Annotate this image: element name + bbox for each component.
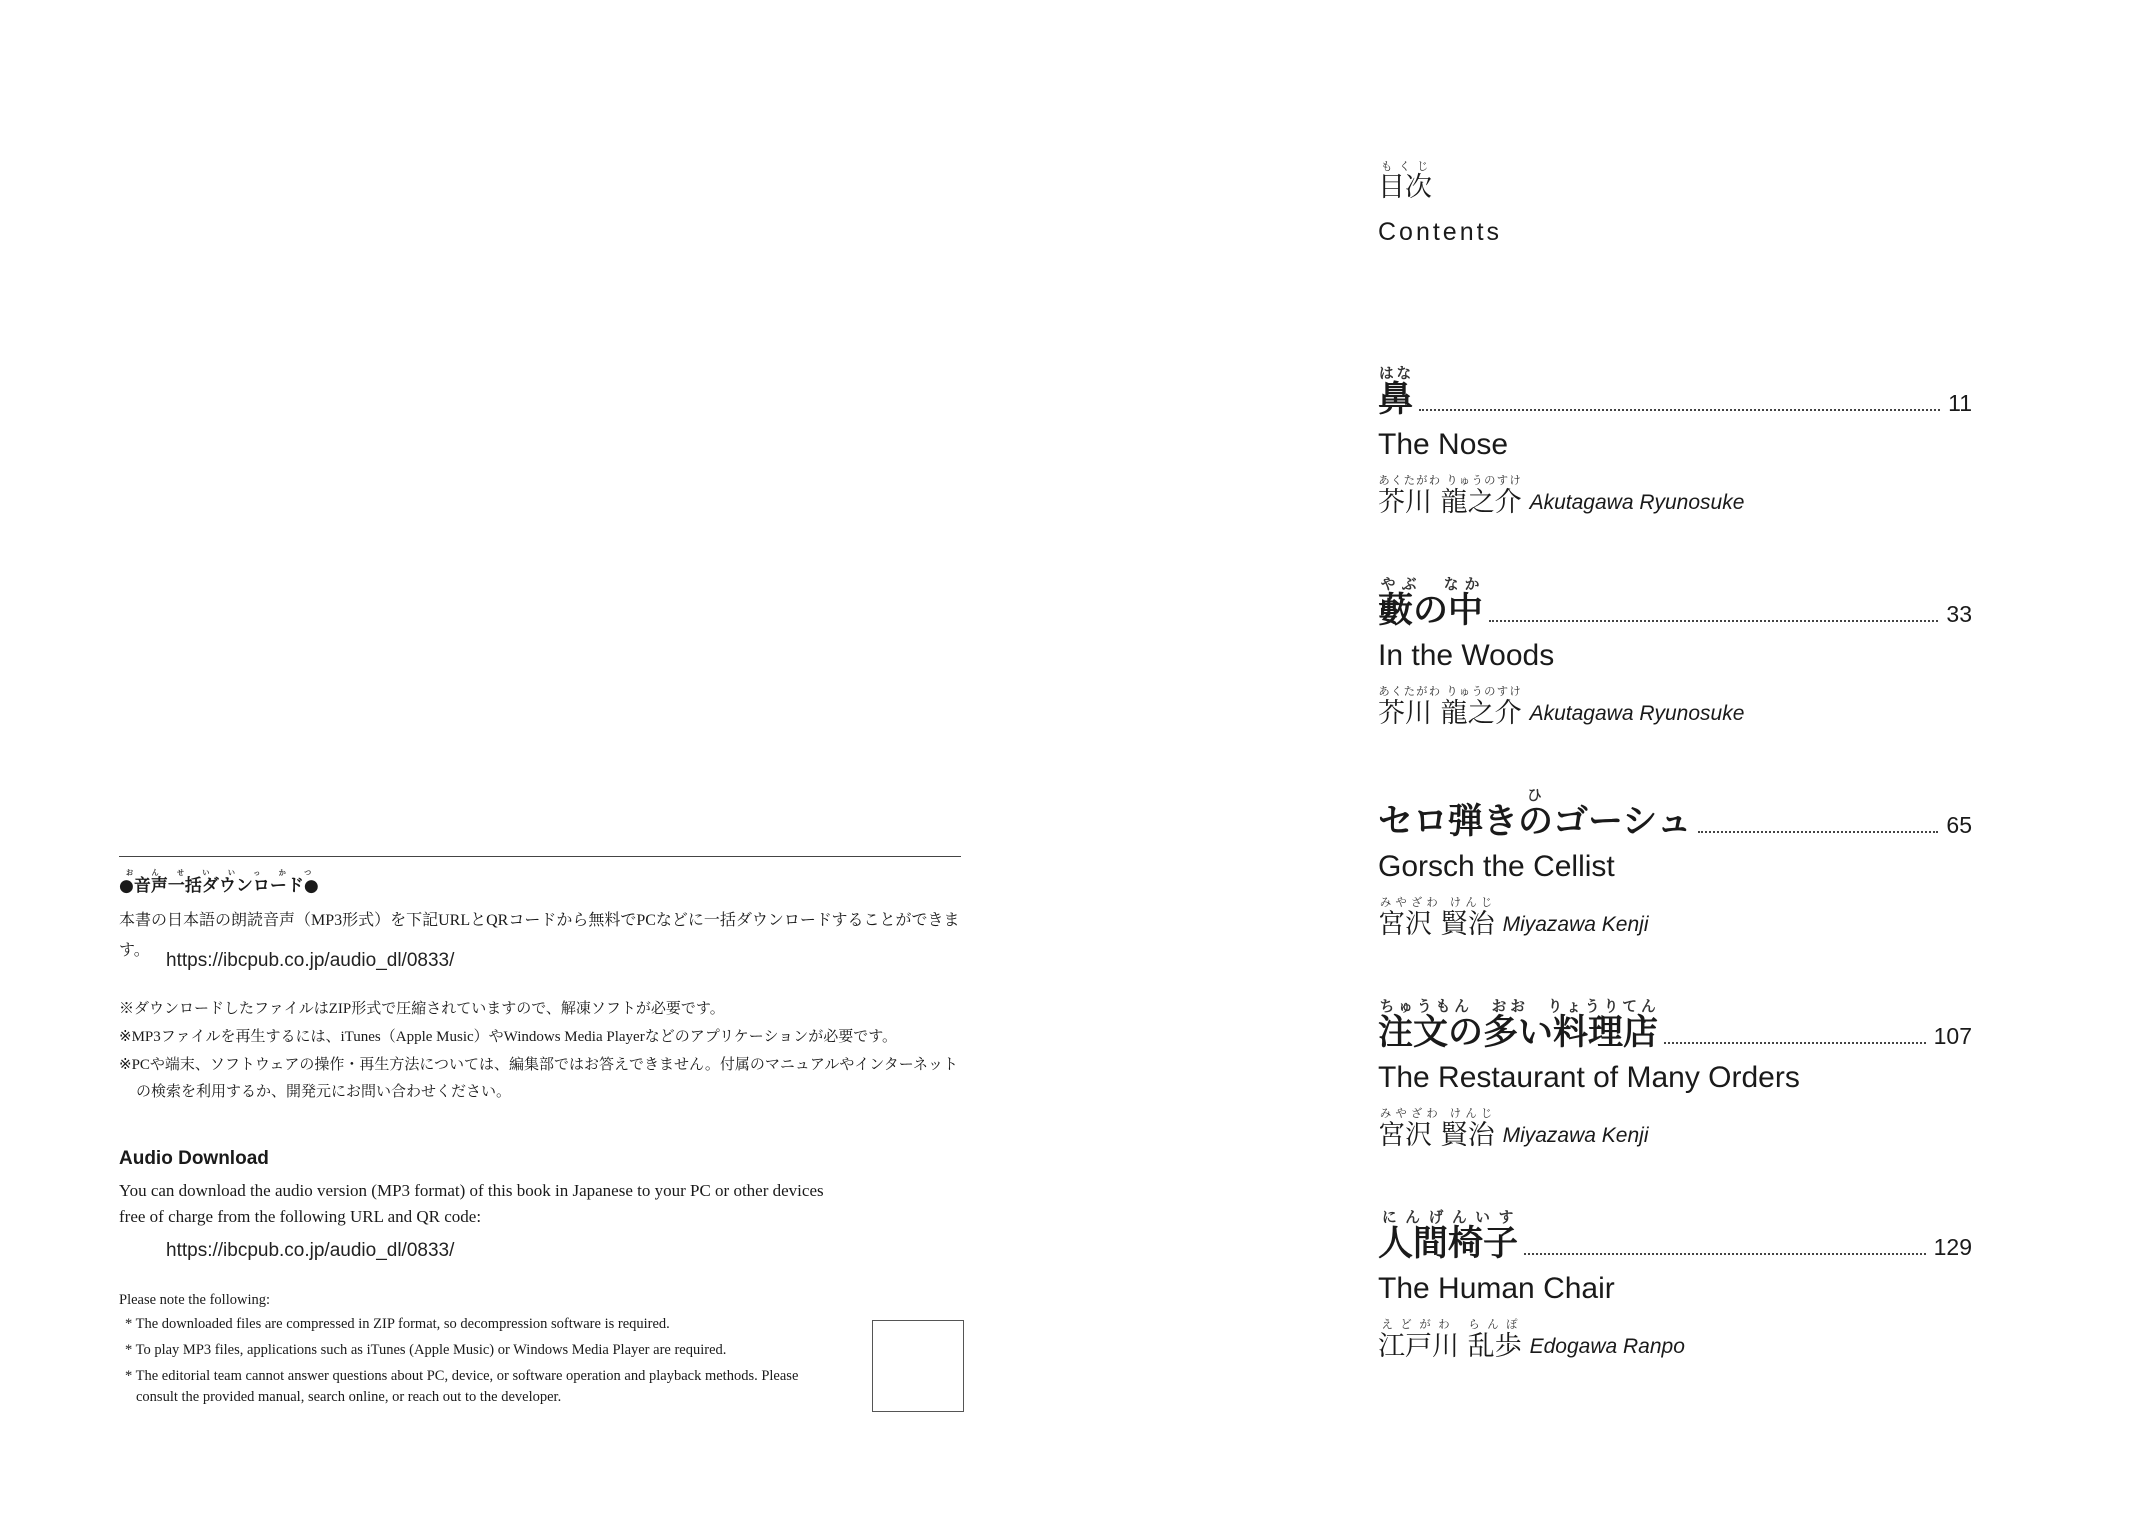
jp-note: ※MP3ファイルを再生するには、iTunes（Apple Music）やWindows Media Playerなどのアプリケーションが必要です。 (119, 1028, 897, 1045)
toc-entry-page: 129 (1933, 1234, 1972, 1260)
dot-leader (1524, 1252, 1926, 1255)
toc-entry-author: 江戸川 乱歩えどがわ らんぽ Edogawa Ranpo (1378, 1317, 1685, 1362)
en-notes-label: Please note the following: (119, 1292, 271, 1308)
qr-code-placeholder[interactable] (872, 1320, 964, 1412)
toc-entry-page: 11 (1948, 390, 1972, 416)
toc-title-jp: 目次もくじ (1378, 159, 1432, 203)
toc-entry-page: 65 (1946, 812, 1972, 838)
audio-download-en-heading: Audio Download (119, 1148, 269, 1169)
jp-note: ※ダウンロードしたファイルはZIP形式で圧縮されていますので、解凍ソフトが必要です。 (119, 1001, 725, 1017)
toc-entry-en-title: The Nose (1378, 428, 1509, 461)
dot-leader (1664, 1041, 1926, 1044)
en-note: * The downloaded files are compressed in ZIP format, so decompression software is required. (125, 1316, 670, 1332)
audio-download-jp-heading: ●音声一括ダウンロード●おんせいいっかつ (119, 868, 319, 896)
dot-leader (1489, 619, 1938, 622)
toc-title-en: Contents (1378, 218, 1503, 246)
toc-entry[interactable] (1378, 573, 1972, 727)
toc-entry[interactable] (1378, 784, 1972, 938)
toc-entry-author: 芥川 龍之介あくたがわ りゅうのすけ Akutagawa Ryunosuke (1378, 684, 1745, 729)
toc-entry-author: 宮沢 賢治みやざわ けんじ Miyazawa Kenji (1378, 895, 1649, 940)
toc-entry-jp-title: 藪の中やぶ なか (1378, 576, 1484, 631)
download-url-jp[interactable]: https://ibcpub.co.jp/audio_dl/0833/ (166, 950, 455, 971)
dot-leader (1419, 408, 1940, 411)
toc-entry-en-title: Gorsch the Cellist (1378, 850, 1615, 883)
en-note: * The editorial team cannot answer questions about PC, device, or software operation and playback methods. Please consult the provided manual, search online, or reach out to the developer. (125, 1367, 799, 1406)
toc-entry-jp-title: 鼻はな (1378, 365, 1414, 420)
audio-notes-en (119, 1314, 839, 1413)
toc-entry[interactable] (1378, 1206, 1972, 1360)
jp-note: ※PCや端末、ソフトウェアの操作・再生方法については、編集部ではお答えできません。付属のマニュアルやインターネットの検索を利用するか、開発元にお問い合わせください。 (119, 1056, 958, 1101)
toc-entry-page: 33 (1946, 601, 1972, 627)
toc-entry-en-title: The Restaurant of Many Orders (1378, 1061, 1800, 1094)
download-url-en[interactable]: https://ibcpub.co.jp/audio_dl/0833/ (166, 1240, 455, 1261)
toc-entry-jp-title: 人間椅子にんげんいす (1378, 1209, 1519, 1264)
audio-download-en-intro: You can download the audio version (MP3 format) of this book in Japanese to your PC or other devices free of charge from the following URL and QR code: (119, 1181, 824, 1227)
toc-entry[interactable] (1378, 995, 1972, 1149)
dot-leader (1698, 830, 1939, 833)
toc-entry-author: 芥川 龍之介あくたがわ りゅうのすけ Akutagawa Ryunosuke (1378, 473, 1745, 518)
toc-entry-en-title: The Human Chair (1378, 1272, 1615, 1305)
divider-rule (119, 856, 961, 857)
audio-notes-jp (119, 996, 969, 1107)
toc-entry[interactable] (1378, 362, 1972, 516)
en-note: * To play MP3 files, applications such as iTunes (Apple Music) or Windows Media Player are required. (125, 1341, 727, 1358)
toc-entry-en-title: In the Woods (1378, 639, 1555, 672)
toc-entry-page: 107 (1933, 1023, 1972, 1049)
toc-entry-author: 宮沢 賢治みやざわ けんじ Miyazawa Kenji (1378, 1106, 1649, 1151)
toc-entry-jp-title: セロ弾きのゴーシュひ (1378, 787, 1692, 842)
toc-entry-jp-title: 注文の多い料理店ちゅうもん おお りょうりてん (1378, 998, 1659, 1053)
audio-download-jp-intro: 本書の日本語の朗読音声（MP3形式）を下記URLとQRコードから無料でPCなどに一括ダウンロードすることができます。 (119, 912, 960, 960)
